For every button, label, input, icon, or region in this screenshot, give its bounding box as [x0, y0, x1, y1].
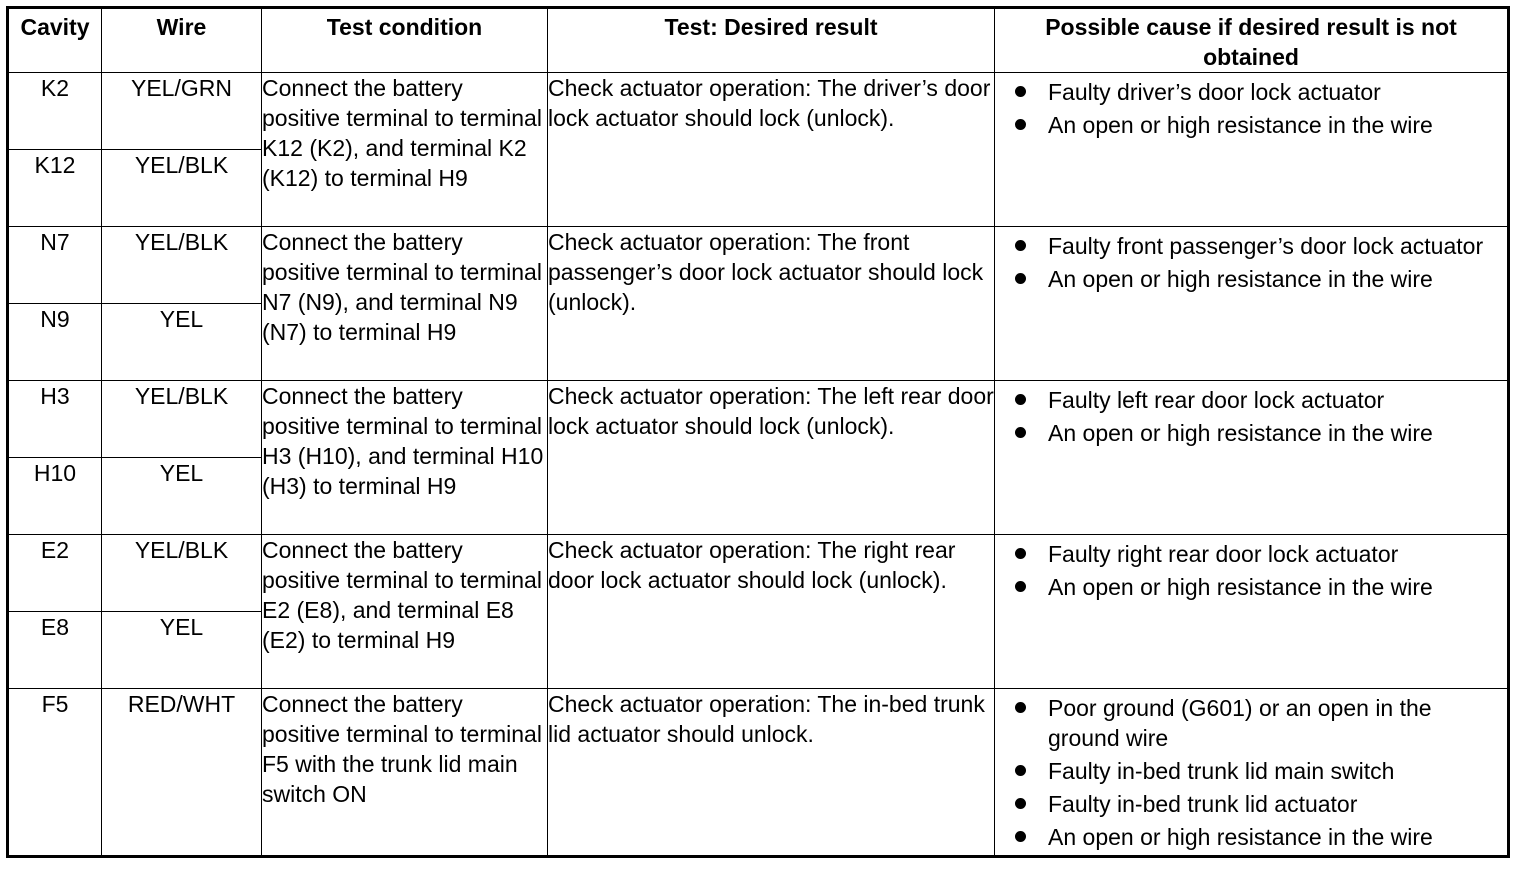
- cause-item: Faulty in-bed trunk lid actuator: [1015, 789, 1503, 819]
- cause-item: An open or high resistance in the wire: [1015, 822, 1503, 852]
- cavity-cell: E8: [8, 612, 102, 689]
- cause-list: [995, 535, 1507, 602]
- cavity-cell: K2: [8, 73, 102, 150]
- possible-cause-cell: [995, 73, 1509, 227]
- cause-list: [995, 73, 1507, 140]
- wire-cell: YEL/BLK: [102, 535, 262, 612]
- wire-cell: YEL: [102, 458, 262, 535]
- cause-item: An open or high resistance in the wire: [1015, 572, 1503, 602]
- cavity-cell: H10: [8, 458, 102, 535]
- desired-result-cell: Check actuator operation: The driver’s door lock actuator should lock (unlock).: [548, 73, 995, 227]
- table-row: [8, 227, 1509, 304]
- cavity-cell: K12: [8, 150, 102, 227]
- header-wire: Wire: [102, 8, 262, 73]
- cause-item: Faulty driver’s door lock actuator: [1015, 77, 1503, 107]
- wire-cell: YEL: [102, 612, 262, 689]
- cavity-cell: F5: [8, 689, 102, 857]
- cause-item: An open or high resistance in the wire: [1015, 110, 1503, 140]
- cavity-cell: N9: [8, 304, 102, 381]
- cause-item: Faulty in-bed trunk lid main switch: [1015, 756, 1503, 786]
- possible-cause-cell: [995, 227, 1509, 381]
- test-condition-cell: Connect the battery positive terminal to terminal N7 (N9), and terminal N9 (N7) to terminal H9: [262, 227, 548, 381]
- cause-item: Faulty right rear door lock actuator: [1015, 539, 1503, 569]
- desired-result-cell: Check actuator operation: The in-bed trunk lid actuator should unlock.: [548, 689, 995, 857]
- cause-list: [995, 381, 1507, 448]
- possible-cause-cell: [995, 689, 1509, 857]
- desired-result-cell: Check actuator operation: The front passenger’s door lock actuator should lock (unlock).: [548, 227, 995, 381]
- test-condition-cell: Connect the battery positive terminal to terminal E2 (E8), and terminal E8 (E2) to terminal H9: [262, 535, 548, 689]
- possible-cause-cell: [995, 381, 1509, 535]
- cavity-cell: E2: [8, 535, 102, 612]
- test-condition-cell: Connect the battery positive terminal to terminal K12 (K2), and terminal K2 (K12) to terminal H9: [262, 73, 548, 227]
- wire-cell: YEL: [102, 304, 262, 381]
- wire-cell: YEL/GRN: [102, 73, 262, 150]
- header-possible-cause: Possible cause if desired result is not obtained: [995, 8, 1509, 73]
- possible-cause-cell: [995, 535, 1509, 689]
- cause-item: An open or high resistance in the wire: [1015, 264, 1503, 294]
- table-row: [8, 689, 1509, 857]
- cavity-cell: H3: [8, 381, 102, 458]
- cause-list: [995, 227, 1507, 294]
- wire-cell: RED/WHT: [102, 689, 262, 857]
- cause-list: [995, 689, 1507, 852]
- cause-item: Faulty front passenger’s door lock actuator: [1015, 231, 1503, 261]
- wire-cell: YEL/BLK: [102, 150, 262, 227]
- header-desired-result: Test: Desired result: [548, 8, 995, 73]
- table-row: [8, 381, 1509, 458]
- table-row: [8, 535, 1509, 612]
- wire-cell: YEL/BLK: [102, 227, 262, 304]
- header-test-condition: Test condition: [262, 8, 548, 73]
- actuator-test-table: [6, 6, 1510, 858]
- cause-item: Faulty left rear door lock actuator: [1015, 385, 1503, 415]
- desired-result-cell: Check actuator operation: The left rear door lock actuator should lock (unlock).: [548, 381, 995, 535]
- cavity-cell: N7: [8, 227, 102, 304]
- wire-cell: YEL/BLK: [102, 381, 262, 458]
- header-row: [8, 8, 1509, 73]
- test-condition-cell: Connect the battery positive terminal to terminal F5 with the trunk lid main switch ON: [262, 689, 548, 857]
- test-condition-cell: Connect the battery positive terminal to terminal H3 (H10), and terminal H10 (H3) to terminal H9: [262, 381, 548, 535]
- header-cavity: Cavity: [8, 8, 102, 73]
- table-row: [8, 73, 1509, 150]
- cause-item: An open or high resistance in the wire: [1015, 418, 1503, 448]
- desired-result-cell: Check actuator operation: The right rear door lock actuator should lock (unlock).: [548, 535, 995, 689]
- cause-item: Poor ground (G601) or an open in the ground wire: [1015, 693, 1503, 753]
